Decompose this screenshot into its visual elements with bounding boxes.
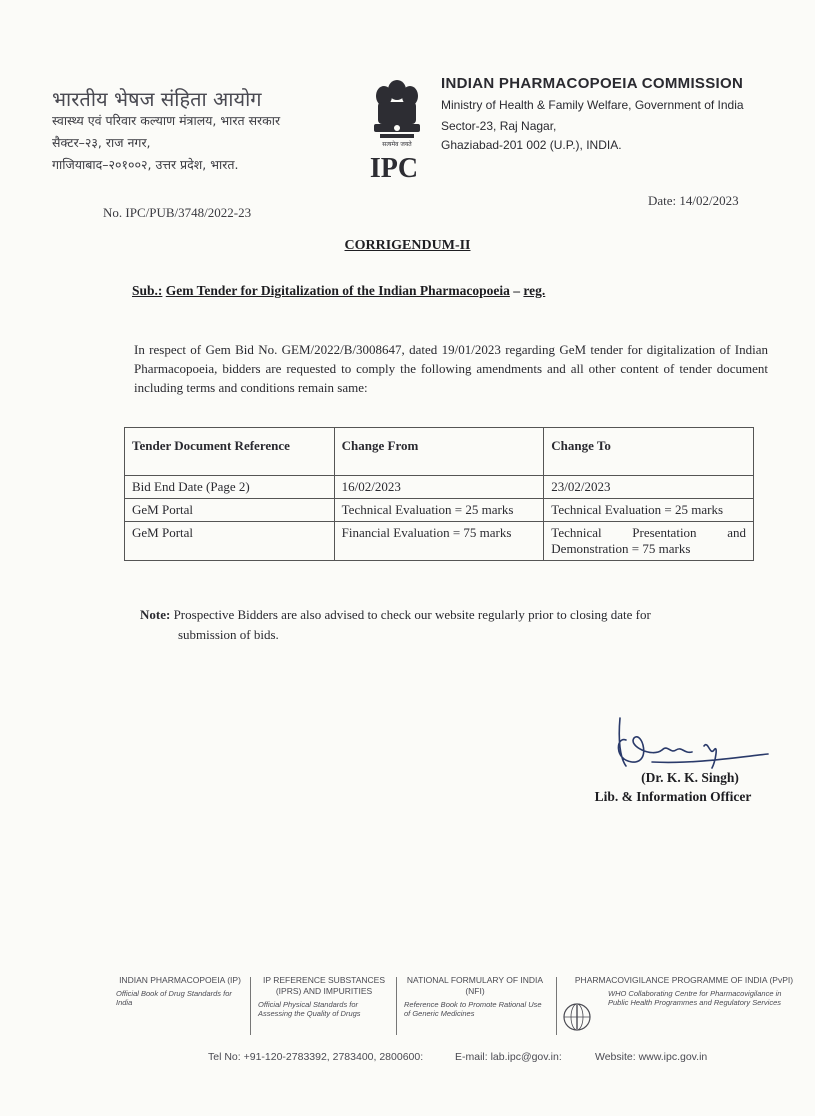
- footer-ip-subtitle: Official Book of Drug Standards for India: [116, 989, 232, 1007]
- ipc-logo-icon: [364, 150, 424, 182]
- reference-number: No. IPC/PUB/3748/2022-23: [103, 205, 252, 220]
- hindi-org-title: भारतीय भेषज संहिता आयोग: [52, 87, 262, 111]
- row3-reference: GeM Portal: [125, 522, 335, 561]
- footer-programmes: [116, 975, 806, 1045]
- body-paragraph: In respect of Gem Bid No. GEM/2022/B/3008647, dated 19/01/2023 regarding GeM tender for digitalization of Indian Pharmacopoeia, bidders are requested to comply the following amendments and all other content of tender document including terms and conditions remain same:: [134, 342, 768, 395]
- row2-from: Technical Evaluation = 25 marks: [334, 499, 544, 522]
- footer-ip-title: INDIAN PHARMACOPOEIA (IP): [119, 975, 241, 985]
- table-row: [125, 499, 754, 522]
- footer-divider: [396, 977, 397, 1035]
- english-org-title: INDIAN PHARMACOPOEIA COMMISSION: [441, 75, 744, 92]
- row2-to: Technical Evaluation = 25 marks: [544, 499, 754, 522]
- subject-line: [132, 283, 545, 299]
- table-row: [125, 522, 754, 561]
- footer-email[interactable]: E-mail: lab.ipc@gov.in:: [455, 1051, 562, 1063]
- who-logo-icon: [561, 1001, 593, 1033]
- row2-reference: GeM Portal: [125, 499, 335, 522]
- signatory-title: Lib. & Information Officer: [594, 789, 752, 804]
- subject-suffix: reg.: [523, 283, 546, 298]
- footer-column-nfi: [404, 975, 546, 1018]
- hindi-sector-line: सैक्टर–२३, राज नगर,: [52, 135, 151, 150]
- footer-pvpi-title: PHARMACOVIGILANCE PROGRAMME OF INDIA (PvPI): [574, 975, 794, 985]
- header-reference: Tender Document Reference: [125, 428, 335, 476]
- heading-text: CORRIGENDUM-II: [344, 238, 471, 253]
- document-heading: [0, 238, 815, 254]
- table-row: [125, 476, 754, 499]
- signatory-name: (Dr. K. K. Singh): [641, 770, 739, 785]
- table-header-row: [125, 428, 754, 476]
- hindi-ministry-line: स्वास्थ्य एवं परिवार कल्याण मंत्रालय, भारत सरकार: [52, 113, 281, 128]
- note-block: [140, 605, 730, 645]
- footer-divider: [250, 977, 251, 1035]
- footer-nfi-subtitle: Reference Book to Promote Rational Use of Generic Medicines: [404, 1000, 542, 1018]
- footer-iprs-title: IP REFERENCE SUBSTANCES (IPRS) AND IMPURITIES: [262, 975, 386, 996]
- hindi-city-line: गाजियाबाद–२०१००२, उत्तर प्रदेश, भारत.: [52, 157, 239, 172]
- subject-label: Sub.:: [132, 283, 163, 298]
- note-text-line2: submission of bids.: [178, 627, 279, 642]
- letter-date: Date: 14/02/2023: [648, 193, 739, 208]
- amendment-table: [124, 427, 754, 561]
- subject-text: Gem Tender for Digitalization of the Indian Pharmacopoeia: [165, 283, 510, 298]
- footer-column-iprs: [258, 975, 390, 1018]
- note-label: Note:: [140, 607, 171, 622]
- row1-to: 23/02/2023: [544, 476, 754, 499]
- english-sector-line: Sector-23, Raj Nagar,: [441, 119, 557, 133]
- footer-nfi-title: NATIONAL FORMULARY OF INDIA (NFI): [406, 975, 544, 996]
- header-change-to: Change To: [544, 428, 754, 476]
- row3-to: Technical Presentation and Demonstration = 75 marks: [544, 522, 754, 561]
- ipc-logo-text: IPC: [369, 153, 419, 182]
- english-ministry-line: Ministry of Health & Family Welfare, Government of India: [441, 98, 744, 112]
- footer-column-pvpi: [568, 975, 800, 1007]
- row1-from: 16/02/2023: [334, 476, 544, 499]
- footer-column-ip: [116, 975, 244, 1007]
- footer-tel: Tel No: +91-120-2783392, 2783400, 2800600:: [208, 1051, 424, 1063]
- footer-website[interactable]: Website: www.ipc.gov.in: [595, 1051, 708, 1063]
- note-text-line1: Prospective Bidders are also advised to check our website regularly prior to closing date for: [173, 607, 651, 622]
- footer-divider: [556, 977, 557, 1035]
- emblem-motto: सत्यमेव जयते: [382, 141, 412, 148]
- row3-from: Financial Evaluation = 75 marks: [334, 522, 544, 561]
- english-city-line: Ghaziabad-201 002 (U.P.), INDIA.: [441, 138, 622, 152]
- subject-dash: –: [509, 283, 524, 298]
- footer-pvpi-subtitle: WHO Collaborating Centre for Pharmacovigilance in Public Health Programmes and Regulatory Services: [608, 989, 782, 1007]
- row1-reference: Bid End Date (Page 2): [125, 476, 335, 499]
- header-change-from: Change From: [334, 428, 544, 476]
- footer-iprs-subtitle: Official Physical Standards for Assessing the Quality of Drugs: [258, 1000, 361, 1018]
